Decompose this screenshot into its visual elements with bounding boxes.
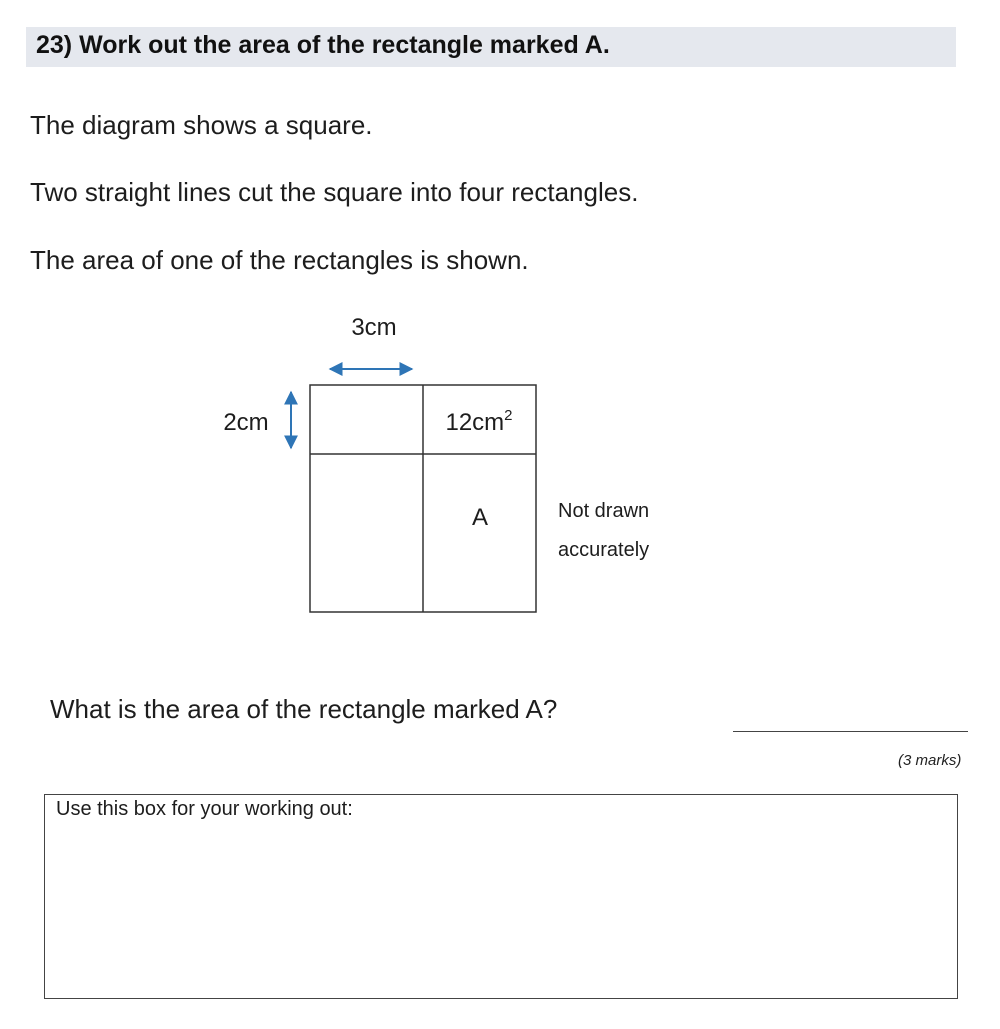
paragraph-1: The diagram shows a square.	[30, 110, 373, 140]
area-label	[445, 407, 512, 436]
note-line-1: Not drawn	[558, 500, 650, 522]
working-out-box[interactable]	[44, 794, 958, 999]
width-label: 3cm	[351, 314, 397, 341]
working-out-label: Use this box for your working out:	[56, 798, 353, 820]
area-label-superscript: 2	[504, 407, 513, 424]
answer-prompt: What is the area of the rectangle marked A?	[50, 694, 558, 724]
area-label-base: 12cm	[445, 409, 505, 436]
paragraph-2: Two straight lines cut the square into four rectangles.	[30, 177, 639, 207]
note-line-2: accurately	[558, 539, 650, 561]
paragraph-3: The area of one of the rectangles is shown.	[30, 245, 529, 275]
answer-line[interactable]	[733, 731, 968, 732]
marks-label: (3 marks)	[898, 752, 962, 769]
rect-a-label: A	[471, 504, 489, 531]
height-label: 2cm	[223, 409, 269, 436]
question-title: 23) Work out the area of the rectangle marked A.	[36, 31, 610, 59]
